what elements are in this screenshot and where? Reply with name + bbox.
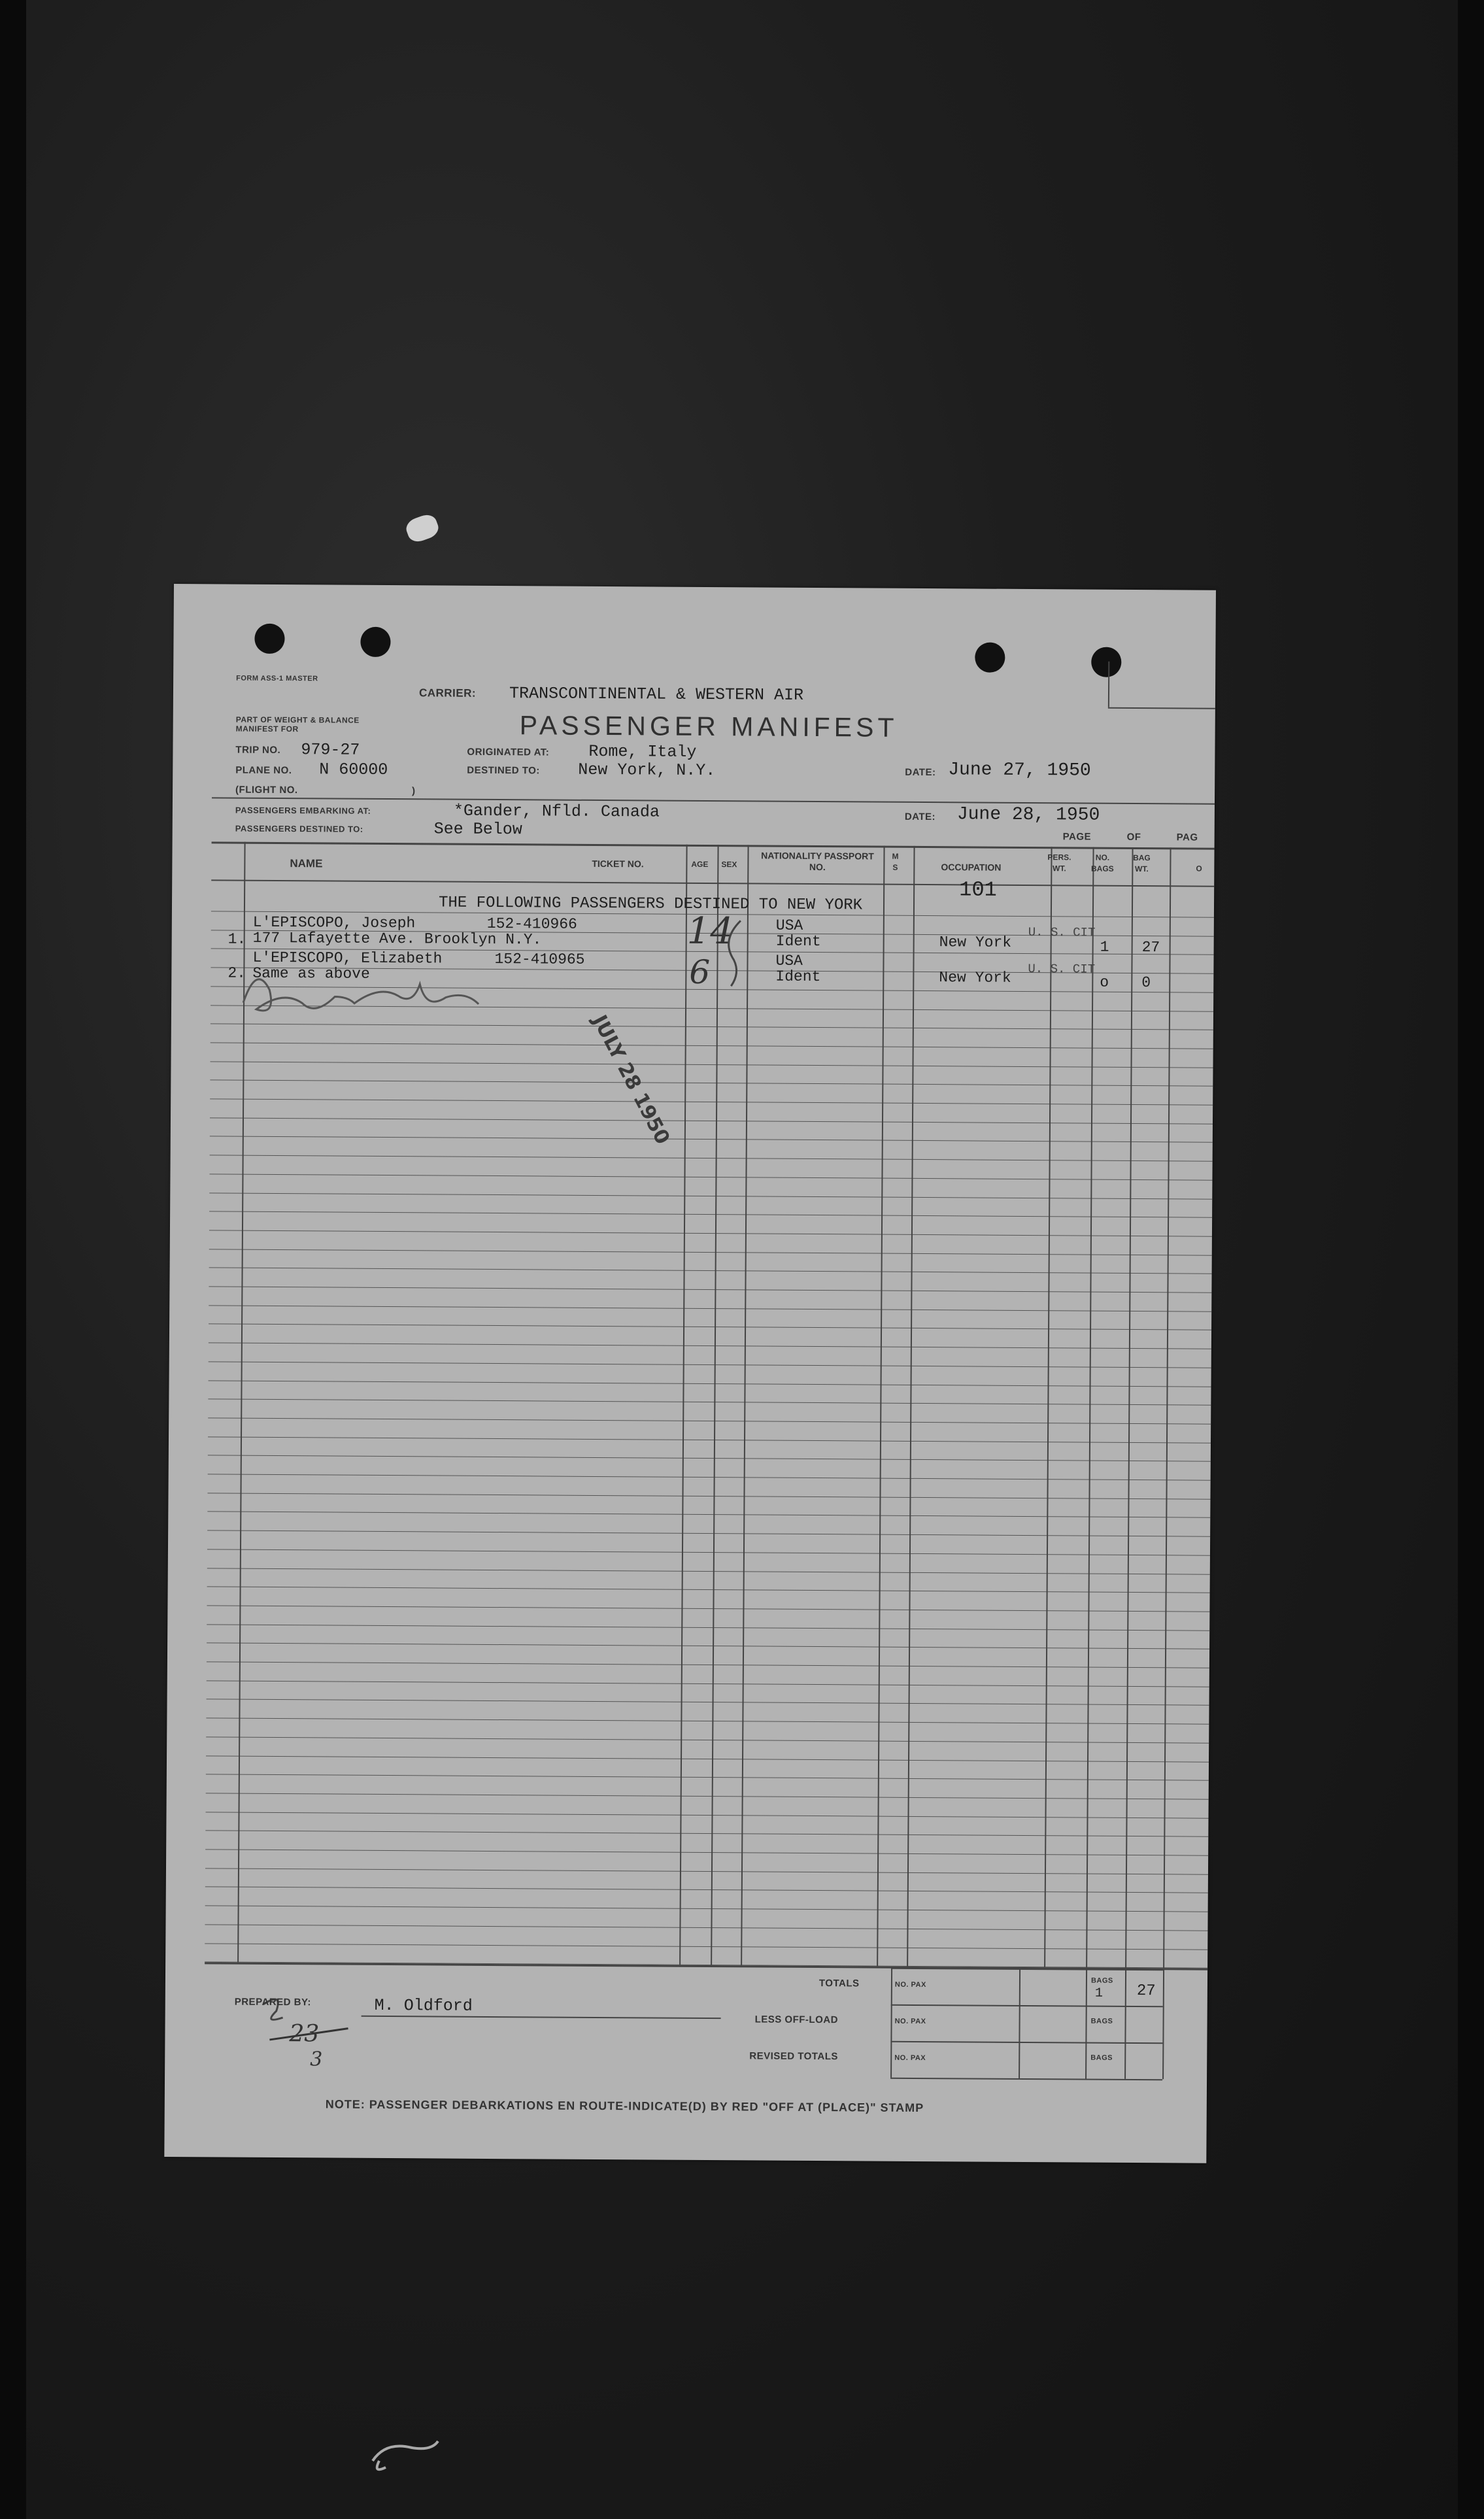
trip-number: 979-27 <box>301 740 360 760</box>
footer-note: NOTE: PASSENGER DEBARKATIONS EN ROUTE-INDICATE(D) BY RED "OFF AT (PLACE)" STAMP <box>325 2097 924 2115</box>
bag-wt: 27 <box>1141 939 1160 956</box>
pages-label: PAG <box>1176 832 1198 843</box>
plane-number: N 60000 <box>319 760 388 780</box>
passenger-address: 177 Lafayette Ave. Brooklyn N.Y. <box>252 929 542 949</box>
part-of-label: PART OF WEIGHT & BALANCE MANIFEST FOR <box>235 715 360 734</box>
signature-scrawl <box>243 979 479 1012</box>
nationality: USA <box>775 917 803 934</box>
col-nationality: NATIONALITY PASSPORT NO. <box>761 850 874 873</box>
embarking-value: *Gander, Nfld. Canada <box>453 801 660 822</box>
passenger-name: L'EPISCOPO, Elizabeth <box>252 949 443 968</box>
col-age: AGE <box>691 859 709 870</box>
col-pers-wt: PERS. WT. <box>1047 853 1071 873</box>
originated-value: Rome, Italy <box>588 741 697 762</box>
passenger-address: Same as above <box>252 964 370 983</box>
no-pax-label: NO. PAX <box>894 2054 926 2063</box>
handwritten-age: 14 <box>686 909 734 953</box>
embarking-label: PASSENGERS EMBARKING AT: <box>235 805 371 816</box>
passengers-heading: THE FOLLOWING PASSENGERS DESTINED TO NEW YORK <box>438 894 863 915</box>
col-ms: M S <box>892 851 899 872</box>
originated-label: ORIGINATED AT: <box>467 746 550 758</box>
date-value-2: June 28, 1950 <box>956 804 1100 826</box>
pers-wt: U. S. CIT <box>1028 924 1096 940</box>
no-bags: o <box>1100 973 1109 991</box>
bags-label: BAGS <box>1090 1976 1113 1985</box>
form-number: FORM ASS-1 MASTER <box>236 674 318 683</box>
manifest-document <box>164 584 1216 2163</box>
page-label: PAGE <box>1062 831 1092 843</box>
flight-label: (FLIGHT NO. <box>235 784 298 796</box>
handwritten-note: 3 <box>310 2048 323 2071</box>
no-pax-label: NO. PAX <box>894 1980 926 1989</box>
occupation: New York <box>939 934 1012 951</box>
row-number: 1. <box>228 930 246 948</box>
carrier-label: CARRIER: <box>418 686 477 700</box>
film-mark-stroke <box>373 2441 438 2469</box>
col-occupation: OCCUPATION <box>941 862 1002 873</box>
totals-label: TOTALS <box>818 1978 860 1989</box>
destined-pax-label: PASSENGERS DESTINED TO: <box>235 823 363 834</box>
prepared-by-label: PREPARED BY: <box>234 1996 311 2008</box>
film-edge-left <box>0 0 26 2519</box>
date-label-1: DATE: <box>905 766 936 779</box>
bags-label: BAGS <box>1090 2017 1113 2025</box>
of-label: OF <box>1126 831 1141 843</box>
destined-pax-value: See Below <box>433 819 522 839</box>
col-ticket: TICKET NO. <box>592 858 644 870</box>
ticket-number: 152-410965 <box>494 951 585 968</box>
row-number: 2. <box>228 964 246 982</box>
handwriting-marks <box>164 584 1216 2163</box>
no-pax-label: NO. PAX <box>894 2017 926 2026</box>
occupation: New York <box>939 969 1011 987</box>
bags-total: 1 <box>1094 1986 1103 2001</box>
pers-wt: U. S. CIT <box>1028 961 1096 977</box>
col-no-bags: NO. BAGS <box>1090 853 1114 873</box>
bag-wt-total: 27 <box>1136 1982 1156 2001</box>
less-offload-label: LESS OFF-LOAD <box>754 2014 838 2026</box>
revised-totals-label: REVISED TOTALS <box>749 2050 838 2063</box>
bags-label: BAGS <box>1090 2054 1113 2062</box>
flight-close: ) <box>412 785 416 797</box>
col-name: NAME <box>290 857 323 870</box>
handwritten-note: 23 <box>289 2020 320 2048</box>
destined-label: DESTINED TO: <box>467 764 540 777</box>
occupation-note: 101 <box>959 877 997 902</box>
check-mark <box>728 921 741 986</box>
page-title: PASSENGER MANIFEST <box>519 710 898 743</box>
passenger-name: L'EPISCOPO, Joseph <box>252 913 416 932</box>
handwritten-age: 6 <box>689 953 711 992</box>
col-sex: SEX <box>721 860 737 870</box>
col-bag-wt: BAG WT. <box>1133 853 1151 874</box>
film-edge-right <box>1458 0 1484 2519</box>
date-label-2: DATE: <box>904 811 936 823</box>
destined-value: New York, N.Y. <box>578 760 716 781</box>
no-bags: 1 <box>1100 938 1109 956</box>
bag-wt: 0 <box>1141 974 1151 992</box>
trip-label: TRIP NO. <box>235 744 281 756</box>
col-overflow: O <box>1196 864 1202 873</box>
prepared-by-value: M. Oldford <box>374 1995 473 2016</box>
ticket-number: 152-410966 <box>486 915 577 933</box>
passport: Ident <box>775 932 821 951</box>
carrier-value: TRANSCONTINENTAL & WESTERN AIR <box>509 684 804 705</box>
nationality: USA <box>775 952 803 970</box>
passport: Ident <box>775 968 821 986</box>
plane-label: PLANE NO. <box>235 764 292 777</box>
date-stamp: JULY 28 1950 <box>588 1011 675 1149</box>
date-value-1: June 27, 1950 <box>948 760 1091 781</box>
film-mark <box>366 2435 445 2474</box>
